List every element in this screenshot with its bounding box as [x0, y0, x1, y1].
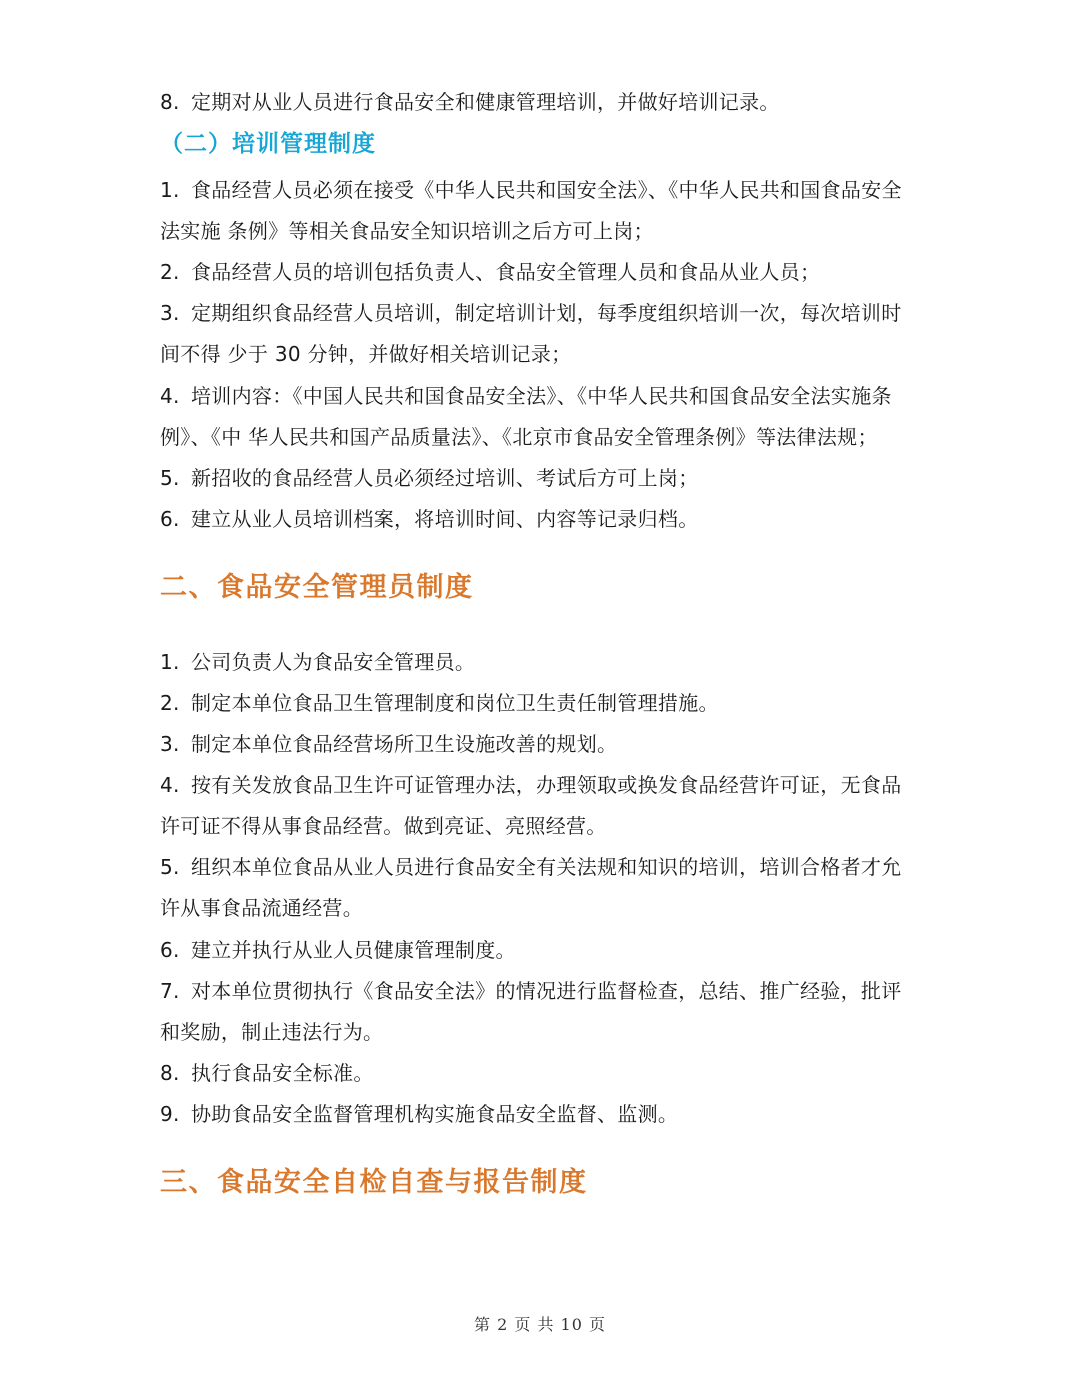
- list-number: 9.: [160, 1102, 180, 1126]
- list-text: 对本单位贯彻执行《食品安全法》的情况进行监督检查，总结、推广经验，批评: [191, 979, 902, 1003]
- list-item: [160, 299, 902, 327]
- list-item: [160, 176, 902, 204]
- list-text: 协助食品安全监督管理机构实施食品安全监督、监测。: [191, 1102, 679, 1126]
- list-item: [160, 464, 699, 492]
- list-number: 2.: [160, 691, 180, 715]
- list-item: [160, 730, 617, 758]
- list-number: 2.: [160, 260, 180, 284]
- list-text: 按有关发放食品卫生许可证管理办法，办理领取或换发食品经营许可证，无食品: [191, 773, 902, 797]
- list-item: [160, 771, 902, 799]
- list-item-continuation: 间不得 少于 30 分钟，并做好相关培训记录；: [160, 342, 572, 366]
- list-number: 5.: [160, 466, 180, 490]
- list-item: [160, 1100, 678, 1128]
- list-number: 4.: [160, 773, 180, 797]
- list-number: 3.: [160, 732, 180, 756]
- list-number: 1.: [160, 650, 180, 674]
- list-item-continuation: 和奖励，制止违法行为。: [160, 1020, 384, 1044]
- list-item: [160, 88, 780, 116]
- list-number: 6.: [160, 507, 180, 531]
- list-text: 食品经营人员的培训包括负责人、食品安全管理人员和食品从业人员；: [191, 260, 821, 284]
- page-footer: 第 2 页 共 10 页: [474, 1315, 606, 1334]
- list-text: 制定本单位食品经营场所卫生设施改善的规划。: [191, 732, 618, 756]
- list-item: [160, 977, 902, 1005]
- list-item-continuation: 许可证不得从事食品经营。做到亮证、亮照经营。: [160, 814, 607, 838]
- list-item: [160, 689, 719, 717]
- list-item: [160, 1059, 374, 1087]
- list-number: 5.: [160, 855, 180, 879]
- list-text: 制定本单位食品卫生管理制度和岗位卫生责任制管理措施。: [191, 691, 719, 715]
- list-text: 定期对从业人员进行食品安全和健康管理培训，并做好培训记录。: [191, 90, 780, 114]
- list-text: 执行食品安全标准。: [191, 1061, 374, 1085]
- list-text: 建立并执行从业人员健康管理制度。: [191, 938, 516, 962]
- list-text: 定期组织食品经营人员培训，制定培训计划，每季度组织培训一次，每次培训时: [191, 301, 902, 325]
- list-text: 培训内容：《中国人民共和国食品安全法》、《中华人民共和国食品安全法实施条: [191, 384, 892, 408]
- list-text: 公司负责人为食品安全管理员。: [191, 650, 476, 674]
- list-number: 8.: [160, 90, 180, 114]
- list-item: [160, 505, 699, 533]
- list-item-continuation: 法实施 条例》等相关食品安全知识培训之后方可上岗；: [160, 219, 654, 243]
- list-text: 新招收的食品经营人员必须经过培训、考试后方可上岗；: [191, 466, 699, 490]
- list-number: 7.: [160, 979, 180, 1003]
- list-item-continuation: 例》、《中 华人民共和国产品质量法》、《北京市食品安全管理条例》等法律法规；: [160, 425, 878, 449]
- list-item: [160, 648, 475, 676]
- list-item-continuation: 许从事食品流通经营。: [160, 896, 363, 920]
- list-text: 食品经营人员必须在接受《中华人民共和国安全法》、《中华人民共和国食品安全: [191, 178, 902, 202]
- list-item: [160, 853, 902, 881]
- list-number: 1.: [160, 178, 180, 202]
- subsection-heading: （二）培训管理制度: [160, 131, 376, 157]
- list-text: 组织本单位食品从业人员进行食品安全有关法规和知识的培训，培训合格者才允: [191, 855, 902, 879]
- section-heading: 三、食品安全自检自查与报告制度: [160, 1167, 588, 1198]
- list-text: 建立从业人员培训档案，将培训时间、内容等记录归档。: [191, 507, 699, 531]
- list-number: 4.: [160, 384, 180, 408]
- list-item: [160, 936, 516, 964]
- list-number: 3.: [160, 301, 180, 325]
- list-number: 6.: [160, 938, 180, 962]
- list-item: [160, 382, 892, 410]
- list-item: [160, 258, 820, 286]
- section-heading: 二、食品安全管理员制度: [160, 572, 474, 603]
- list-number: 8.: [160, 1061, 180, 1085]
